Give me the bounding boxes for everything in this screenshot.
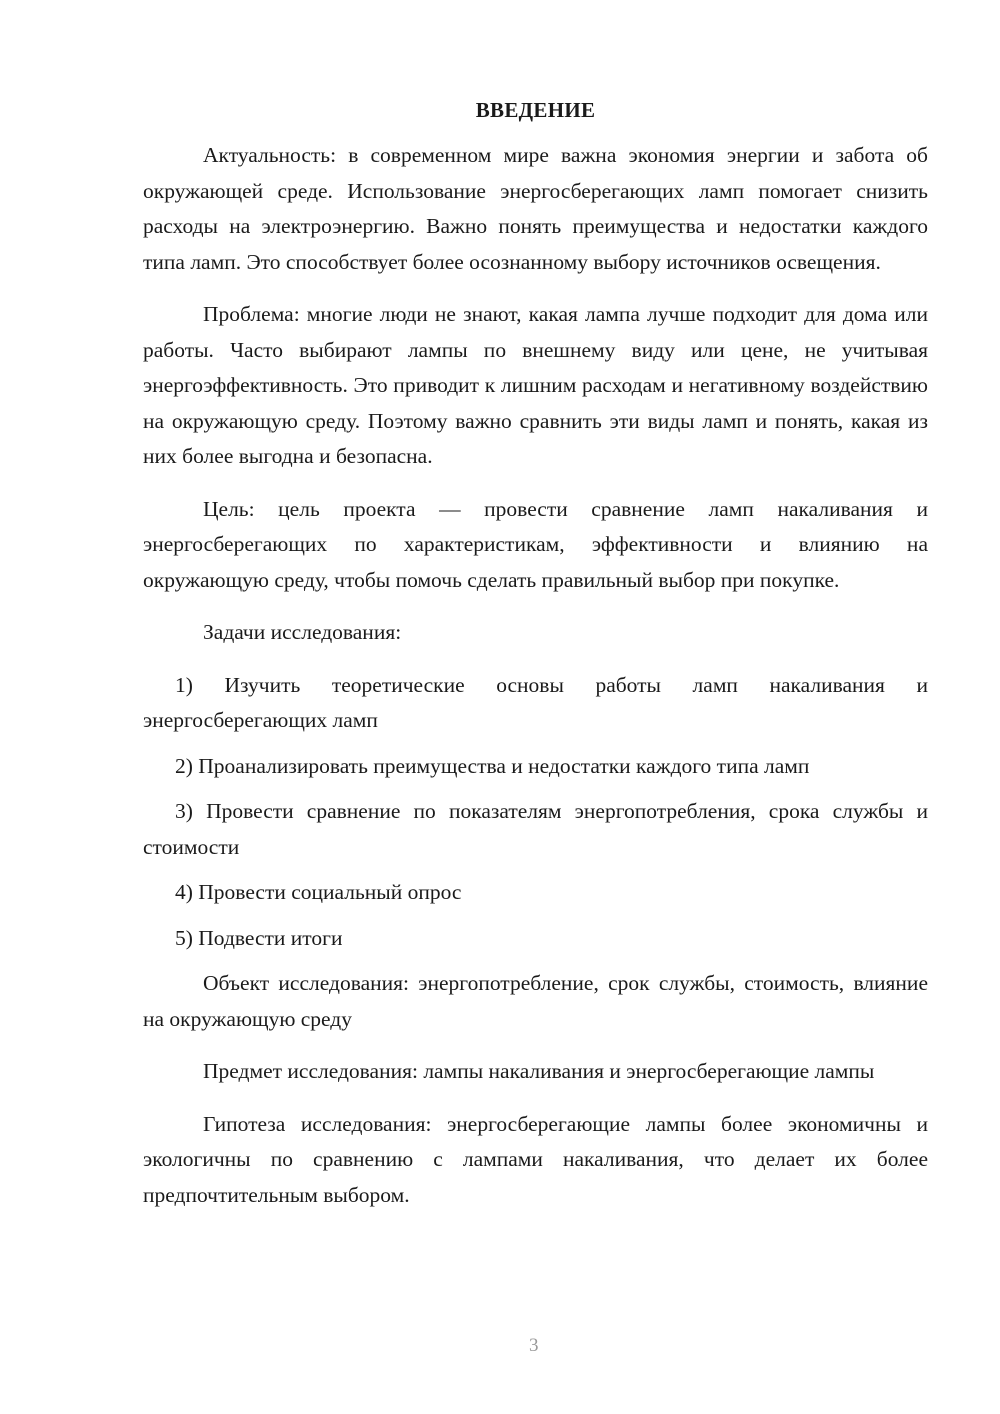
task-item-1: 1) Изучить теоретические основы работы ламп накаливания и энергосберегающих ламп: [143, 672, 928, 732]
paragraph-goal: Цель: цель проекта — провести сравнение ламп накаливания и энергосберегающих по характеристикам, эффективности и влиянию на окружающую среду, чтобы помочь сделать правильный выбор при покупке.: [143, 496, 928, 592]
page-content: [143, 95, 928, 1230]
section-heading: ВВЕДЕНИЕ: [475, 98, 596, 122]
paragraph-relevance: Актуальность: в современном мире важна экономия энергии и забота об окружающей среде. Использование энергосберегающих ламп помогает снизить расходы на электроэнергию. Важно понять преимущества и недостатки каждого типа ламп. Это способствует более осознанному выбору источников освещения.: [143, 143, 928, 274]
page-number: 3: [529, 1335, 539, 1356]
paragraph-object: Объект исследования: энергопотребление, срок службы, стоимость, влияние на окружающую среду: [143, 971, 928, 1031]
paragraph-problem: Проблема: многие люди не знают, какая лампа лучше подходит для дома или работы. Часто выбирают лампы по внешнему виду или цене, не учитывая энергоэффективность. Это приводит к лишним расходам и негативному воздействию на окружающую среду. Поэтому важно сравнить эти виды ламп и понять, какая из них более выгодна и безопасна.: [143, 302, 928, 468]
task-item-4: 4) Провести социальный опрос: [175, 880, 462, 904]
task-item-5: 5) Подвести итоги: [175, 925, 343, 950]
task-item-3: 3) Провести сравнение по показателям энергопотребления, срока службы и стоимости: [143, 799, 928, 859]
paragraph-subject: Предмет исследования: лампы накаливания и энергосберегающие лампы: [203, 1059, 875, 1083]
task-item-2: 2) Проанализировать преимущества и недостатки каждого типа ламп: [175, 753, 810, 778]
paragraph-hypothesis: Гипотеза исследования: энергосберегающие лампы более экономичны и экологичны по сравнению с лампами накаливания, что делает их более предпочтительным выбором.: [143, 1111, 928, 1207]
paragraph-tasks-heading: Задачи исследования:: [203, 620, 402, 644]
